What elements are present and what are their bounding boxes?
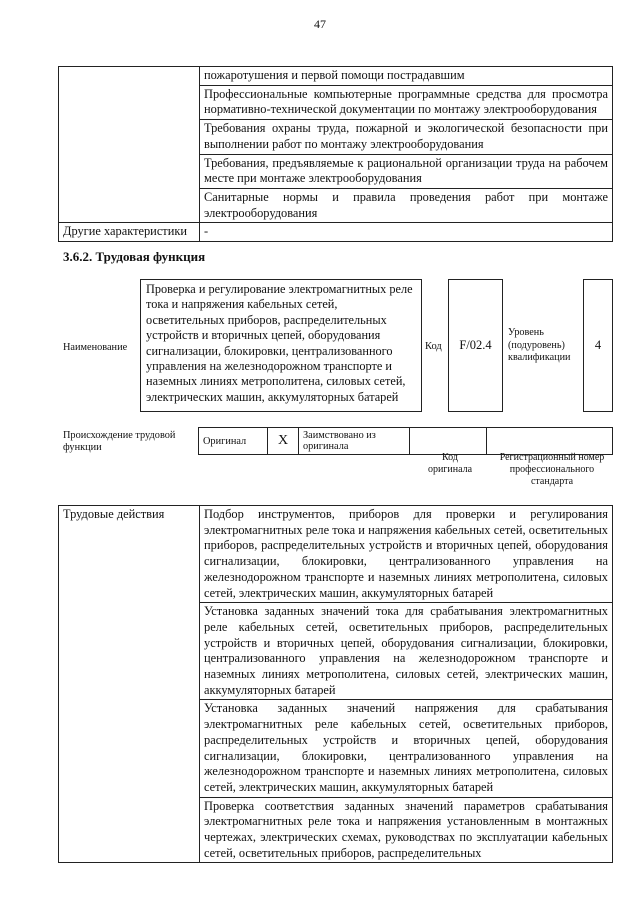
table-cell: Требования охраны труда, пожарной и экологической безопасности при выполнении работ по монтажу электрооборудования (200, 120, 613, 154)
other-characteristics-value: - (200, 223, 613, 242)
qualification-level-box: 4 (583, 279, 613, 412)
registration-number-caption: Регистрационный номер профессионального стандарта (499, 452, 605, 487)
original-code-cell (410, 428, 487, 455)
borrowed-label-cell: Заимствовано из оригинала (299, 428, 410, 455)
table-cell-label (59, 67, 200, 223)
table-cell: Проверка соответствия заданных значений параметров срабатывания электромагнитных реле тока и напряжения установленным в монтажных чертежах, электрических схемах, руководствах по эксплуатации кабельных сетей, осветительных приборов, распределительных (200, 797, 613, 863)
labor-actions-label: Трудовые действия (59, 506, 200, 863)
other-characteristics-label: Другие характеристики (59, 223, 200, 242)
table-cell: Профессиональные компьютерные программные средства для просмотра нормативно-технической документации по монтажу электрооборудования (200, 85, 613, 119)
qualification-level-label: Уровень (подуровень) квалификации (508, 327, 571, 363)
table-row (59, 223, 613, 242)
code-label: Код (425, 341, 442, 352)
labor-actions-table (58, 505, 613, 863)
table-row (59, 67, 613, 86)
top-table (58, 66, 613, 242)
original-mark-cell: X (268, 428, 299, 455)
table-row (199, 428, 613, 455)
original-label-cell: Оригинал (199, 428, 268, 455)
registration-number-cell (487, 428, 613, 455)
table-cell: Установка заданных значений напряжения для срабатывания электромагнитных реле кабельных сетей, осветительных приборов, распределительных устройств и вторичных цепей, оборудования сигнализации, блокировки, централизованного управления на железнодорожном транспорте и наземных линиях метрополитена, силовых сетей, электрических машин, аккумуляторных батарей (200, 700, 613, 797)
page-number: 47 (314, 17, 326, 31)
function-code-box: F/02.4 (448, 279, 503, 412)
section-heading: 3.6.2. Трудовая функция (63, 249, 206, 264)
name-label: Наименование (63, 342, 128, 353)
function-name-box: Проверка и регулирование электромагнитных реле тока и напряжения кабельных сетей, осветительных приборов, распределительных устройств и вторичных цепей, оборудования сигнализации, блокировки, централизованного управления на железнодорожном транспорте и наземных линиях метрополитена, силовых сетей, электрических машин, аккумуляторных батарей (140, 279, 422, 412)
code-original-caption: Код оригинала (427, 452, 473, 475)
origin-label: Происхождение трудовой функции (63, 430, 176, 453)
table-row (59, 506, 613, 603)
table-cell: Подбор инструментов, приборов для проверки и регулирования электромагнитных реле тока и напряжения кабельных сетей, осветительных приборов, распределительных устройств и вторичных цепей, оборудования сигнализации, блокировки, централизованного управления на железнодорожном транспорте и наземных линиях метрополитена, силовых сетей, электрических машин, аккумуляторных батарей (200, 506, 613, 603)
table-cell: пожаротушения и первой помощи пострадавшим (200, 67, 613, 86)
table-cell: Требования, предъявляемые к рациональной организации труда на рабочем месте при монтаже электрооборудования (200, 154, 613, 188)
table-cell: Установка заданных значений тока для срабатывания электромагнитных реле кабельных сетей, осветительных приборов, распределительных устройств и вторичных цепей, оборудования сигнализации, блокировки, централизованного управления на железнодорожном транспорте и наземных линиях метрополитена, силовых сетей, электрических машин, аккумуляторных батарей (200, 603, 613, 700)
table-cell: Санитарные нормы и правила проведения работ при монтаже электрооборудования (200, 188, 613, 222)
origin-table (198, 427, 613, 455)
